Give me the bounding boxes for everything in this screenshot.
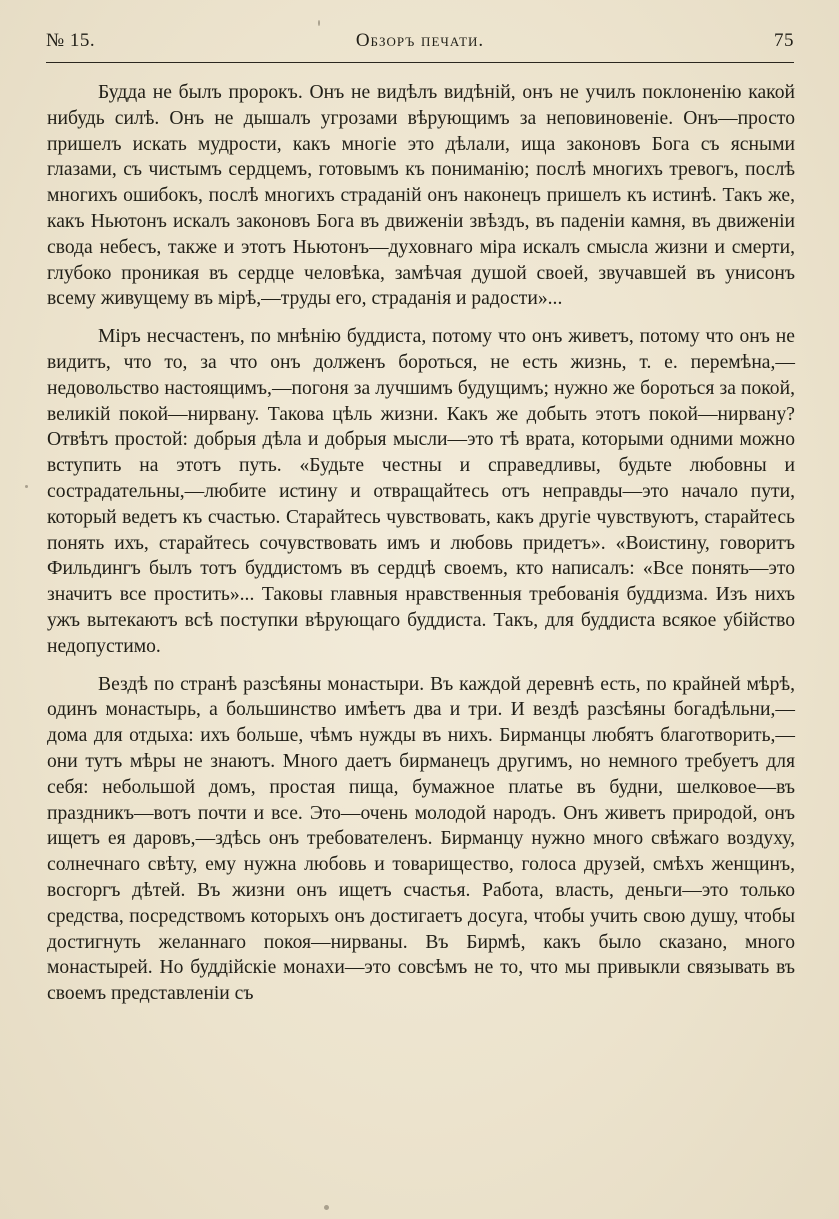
- running-title: Обзоръ печати.: [355, 30, 485, 51]
- paper-speck: [318, 20, 320, 26]
- paragraph: Міръ несчастенъ, по мнѣнію буддиста, потому что онъ живетъ, потому что онъ не видитъ, что то, за что онъ долженъ бороться, не есть жизнь, т. е. перемѣна,—недовольство настоящимъ,—погоня за лучшимъ будущимъ; нужно же бороться за покой, великій покой—нирвану. Такова цѣль жизни. Какъ же добыть этотъ покой—нирвану? Отвѣтъ простой: добрыя дѣла и добрыя мысли—это тѣ врата, которыми одними можно вступить на этотъ путь. «Будьте честны и справедливы, будьте любовны и сострадательны,—любите истину и отвращайтесь отъ неправды—это начало пути, который ведетъ къ счастью. Старайтесь чувствовать, какъ другіе чувствуютъ, старайтесь понять ихъ, старайтесь сочувствовать имъ и любовь придетъ». «Воистину, говоритъ Фильдингъ былъ тотъ буддистомъ въ сердцѣ своемъ, кто написалъ: «Все понять—это значитъ все простить»... Таковы главныя нравственныя требованія буддизма. Изъ нихъ ужъ вытекаютъ всѣ поступки вѣрующаго буддиста. Такъ, для буддиста всякое убійство недопустимо.: [47, 326, 795, 657]
- paragraph: Вездѣ по странѣ разсѣяны монастыри. Въ каждой деревнѣ есть, по крайней мѣрѣ, одинъ монастырь, а большинство имѣетъ два и три. И вездѣ разсѣяны богадѣльни,—дома для отдыха: ихъ больше, чѣмъ нужды въ нихъ. Бирманцы любятъ благотворить,—они тутъ мѣры не знаютъ. Много даетъ бирманецъ другимъ, но немного требуетъ для себя: небольшой домъ, простая пища, бумажное платье въ будни, шелковое—въ праздникъ—вотъ почти и все. Это—очень молодой народъ. Онъ живетъ природой, онъ ищетъ ея даровъ,—здѣсь онъ требователенъ. Бирманцу нужно много свѣжаго воздуху, солнечнаго свѣту, ему нужна любовь и товарищество, голоса друзей, смѣхъ женщинъ, восгоргъ дѣтей. Въ жизни онъ ищетъ счастья. Работа, власть, деньги—это только средства, посредствомъ которыхъ онъ достигаетъ досуга, чтобы учить свою душу, чтобы достигнуть желаннаго покоя—нирваны. Въ Бирмѣ, какъ было сказано, много монастырей. Но буддійскіе монахи—это совсѣмъ не то, что мы привыкли связывать въ своемъ представленіи съ: [47, 673, 795, 1005]
- paragraph: Будда не былъ пророкъ. Онъ не видѣлъ видѣній, онъ не училъ поклоненію какой нибудь силѣ. Онъ не дышалъ угрозами вѣрующимъ за неповиновеніе. Онъ—просто пришелъ искать мудрости, какъ многіе это дѣлали, ища законовъ Бога съ ясными глазами, съ чистымъ сердцемъ, готовымъ къ пониманію; послѣ многихъ тревогъ, послѣ многихъ ошибокъ, послѣ многихъ страданій онъ наконецъ пришелъ къ истинѣ. Такъ же, какъ Ньютонъ искалъ законовъ Бога въ движеніи звѣздъ, въ паденіи камня, въ движеніи свода небесъ, также и этотъ Ньютонъ—духовнаго міра искалъ смысла жизни и смерти, глубоко проникая въ сердце человѣка, замѣчая душой своей, звучавшей въ унисонъ всему живущему въ мірѣ,—труды его, страданія и радости»...: [47, 82, 795, 310]
- header-rule: [46, 62, 794, 63]
- body-text: [47, 80, 795, 1007]
- running-header: [46, 30, 794, 58]
- page-number: 75: [774, 30, 794, 51]
- paper-speck: [324, 1205, 329, 1210]
- paper-speck: [25, 485, 28, 488]
- issue-number: № 15.: [46, 30, 96, 51]
